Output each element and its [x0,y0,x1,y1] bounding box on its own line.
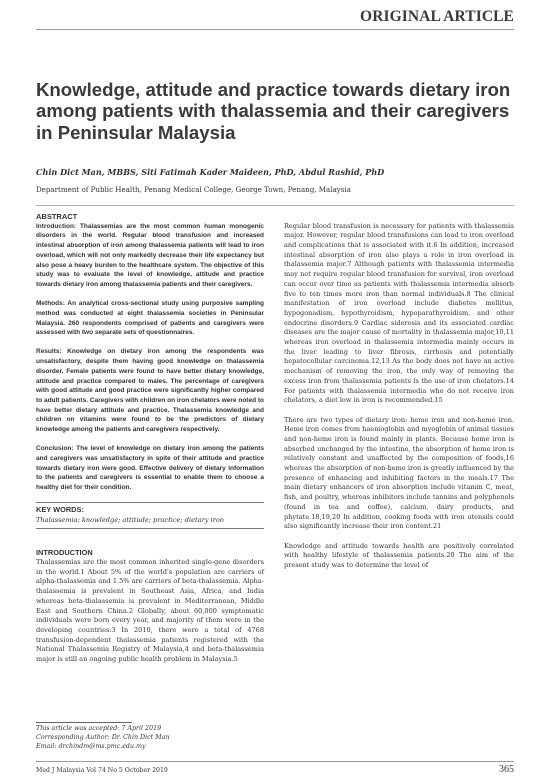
keywords-box [36,502,264,529]
footnote-rule [36,722,132,723]
left-column [36,212,264,665]
abstract-introduction-label: Introduction: [36,222,77,230]
abstract-methods-label: Methods: [36,300,65,308]
footnote-email: Email: drchindm@ms.pmc.edu.my [36,743,146,751]
introduction-heading: INTRODUCTION [36,548,93,558]
keywords-heading: KEY WORDS: [36,505,84,515]
abstract-methods-text: An analytical cross-sectional study using purposive sampling method was conducted at eight thalassemia societies in Peninsular Malaysia. 260 respondents comprised of patients and caregivers were assessed with two separate sets of questionnaires. [36,300,264,337]
section-label: ORIGINAL ARTICLE [360,8,514,25]
author-affiliation: Department of Public Health, Penang Medical College, George Town, Penang, Malaysia [36,185,351,194]
right-column [284,212,514,571]
title-rule [36,205,514,206]
page-number: 365 [499,764,514,775]
author-list: Chin Dict Man, MBBS, Siti Fatimah Kader Maideen, PhD, Abdul Rashid, PhD [36,167,385,177]
abstract-conclusion-label: Conclusion: [36,445,74,453]
abstract-results-label: Results: [36,348,62,356]
abstract-heading: ABSTRACT [36,212,78,221]
footnote-accepted: This article was accepted: 7 April 2019 [36,725,162,732]
abstract-conclusion-text: The level of knowledge on dietary iron among the patients and caregivers was unsatisfactory in spite of their attitude and practice towards dietary iron were good. Effective delivery of dietary information to the patients and caregivers is essential to enable them to choose a healthy diet for their condition. [36,445,264,492]
introduction-paragraph-4: Knowledge and attitude towards health are positively correlated with healthy lifestyle of thalassemia patients.20 The aim of the present study was to determine the level of [284,541,514,569]
introduction-paragraph-3: There are two types of dietary iron: heme iron and non-heme iron. Heme iron comes from haemoglobin and myoglobin of animal tissues and non-heme iron is found mainly in plants. Because heme iron is absorbed unchanged by the intestine, the absorption of heme iron is relatively constant and unaffected by the composition of foods,16 whereas the absorption of non-heme iron is greatly influenced by the presence of enhancing and inhibiting factors in the meals.17 The main dietary enhancers of iron absorption include vitamin C, meat, fish, and poultry, whereas inhibitors include tannins and polyphenols (found in tea and coffee), calcium, dairy products, and phytate.18,19,20 In addition, cooking foods with iron utensils could also significantly increase their iron content.21 [284,415,514,531]
abstract-conclusion [36,444,264,493]
introduction-paragraph-2: Regular blood transfusion is necessary for patients with thalassemia major. However, regular blood transfusions can lead to iron overload and complications that is associated with it.6 In addition, increased intestinal absorption of iron also plays a role in iron overload in thalassemia major.7 Although patients with thalassemia intermedia may not require regular blood transfusion for survival, iron overload can occur over time as patients with thalassemia intermedia absorb five to ten times more iron than normal individuals.8 The clinical manifestation of iron overload include diabetes mellitus, hypogonadism, hypothyroidism, hypoparathyroidism, and other endocrine disorders.9 Cardiac siderosis and its associated cardiac diseases are the major cause of mortality in thalassemia major,10,11 whereas iron overload in thalassemia intermedia mainly occurs in the liver leading to liver fibrosis, cirrhosis and potentially hepatocellular carcinoma.12,13 As the body does not have an active mechanism of removing the iron, the only way of removing the excess iron from thalassemia patients is the use of iron chelators.14 For patients with thalassemia intermedia who do not receive iron chelators, a diet low in iron is recommended.15 [284,221,514,405]
footnote-corresponding-author: Corresponding Author: Dr. Chin Dict Man [36,734,170,742]
abstract-results-text: Knowledge on dietary iron among the respondents was unsatisfactory, despite them having good knowledge on thalassemia disorder. Female patients were found to have better dietary knowledge, attitude and practice compared to males. The percentage of caregivers with good attitude and good practice were significantly higher compared to adult patients. Caregivers with children on iron chelators were noted to have better dietary attitude and practice. Thalassemia knowledge and children on vitamins were found to be the predictors of dietary knowledge among the patients and caregivers respectively. [36,348,264,434]
abstract-methods [36,299,264,338]
abstract-introduction-text: Thalassemias are the most common human monogenic disorders in the world. Regular blood transfusion and increased intestinal absorption of iron among thalassemia patients will lead to iron overload, which will not only markedly decrease their life expectancy but also pose a heavy burden to the healthcare system. The objective of this study was to evaluate the level of knowledge, attitude and practice towards dietary iron among thalassemia patients and their caregivers. [36,222,264,288]
footnotes [36,724,336,752]
abstract-introduction [36,222,264,290]
abstract-results [36,347,264,434]
keywords-text: Thalassemia; knowledge; attitude; practice; dietary iron [36,516,225,525]
footer-rule [36,761,514,762]
header-rule [36,29,514,30]
journal-reference: Med J Malaysia Vol 74 No 5 October 2019 [36,767,168,774]
article-title: Knowledge, attitude and practice towards dietary iron among patients with thalassemia and their caregivers in Peninsular Malaysia [36,79,511,143]
introduction-paragraph-1: Thalassemias are the most common inherited single-gene disorders in the world.1 About 5% of the world's population are carriers of alpha-thalassemia and 1.5% are carriers of beta-thalassemia. Alpha-thalassemia is prevalent in Southeast Asia, Africa, and India whereas beta-thalassemia is prevalent in Mediterranean, Middle East and Southern China.2 Globally, about 60,000 symptomatic individuals were born every year, and majority of them were in the developing countries.3 In 2010, there were a total of 4768 transfusion-dependent thalassemia patients registered with the National Thalassemia Registry of Malaysia,4 and beta-thalassemia major is still an ongoing public health problem in Malaysia.5 [36,557,264,664]
